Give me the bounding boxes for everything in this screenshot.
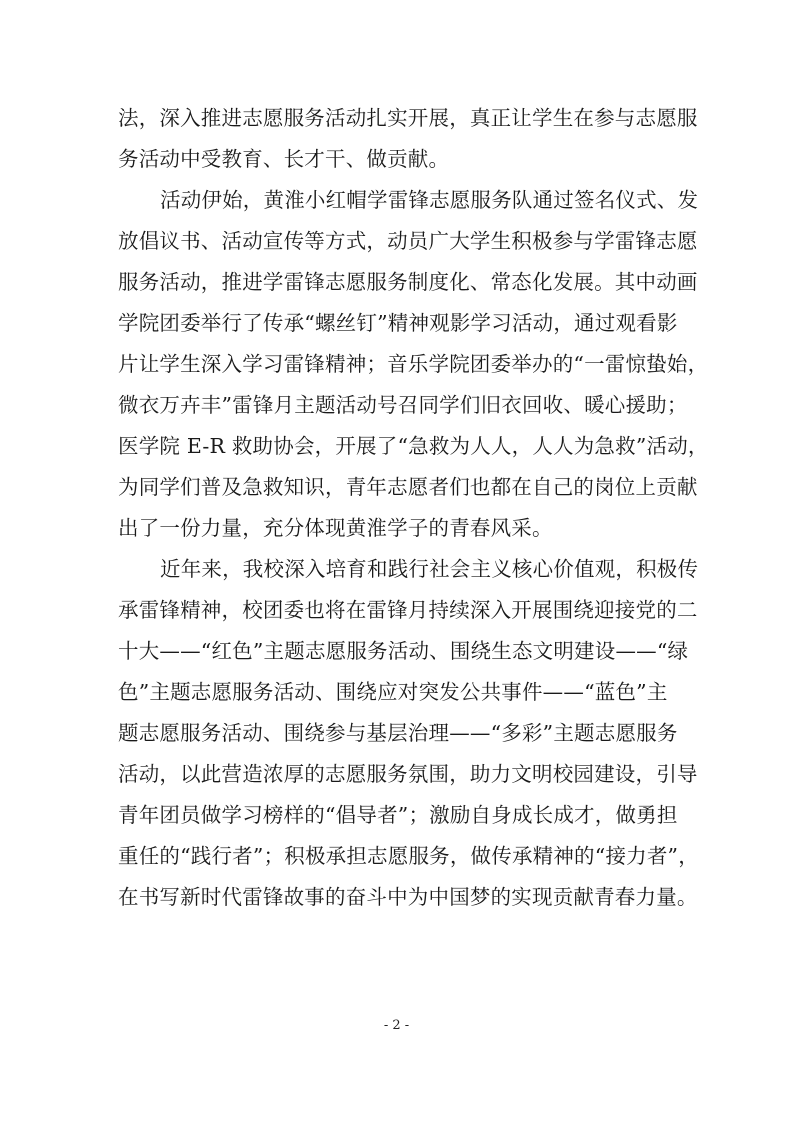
- paragraph-1: [118, 98, 698, 180]
- text-line: 青年团员做学习榜样的“倡导者”；激励自身成长成才，做勇担: [118, 803, 678, 827]
- text-line: 活动，以此营造浓厚的志愿服务氛围，助力文明校园建设，引导: [118, 762, 698, 786]
- text-line: 重任的“践行者”；积极承担志愿服务，做传承精神的“接力者”，: [118, 844, 699, 868]
- text-line: 出了一份力量，充分体现黄淮学子的青春风采。: [118, 516, 553, 540]
- text-line: 承雷锋精神，校团委也将在雷锋月持续深入开展围绕迎接党的二: [118, 598, 698, 622]
- text-line: 微衣万卉丰”雷锋月主题活动号召同学们旧衣回收、暖心援助；: [118, 393, 688, 417]
- text-line: 放倡议书、活动宣传等方式，动员广大学生积极参与学雷锋志愿: [118, 229, 698, 253]
- text-line: 务活动中受教育、长才干、做贡献。: [118, 147, 450, 171]
- text-line: 近年来，我校深入培育和践行社会主义核心价值观，积极传: [160, 557, 699, 581]
- text-line: 在书写新时代雷锋故事的奋斗中为中国梦的实现贡献青春力量。: [118, 885, 698, 909]
- text-line: 学院团委举行了传承“螺丝钉”精神观影学习活动，通过观看影: [118, 311, 678, 335]
- page-number: - 2 -: [383, 1018, 410, 1033]
- text-line: 法，深入推进志愿服务活动扎实开展，真正让学生在参与志愿服: [118, 106, 698, 130]
- paragraph-3: [118, 549, 699, 918]
- text-line: 十大——“红色”主题志愿服务活动、围绕生态文明建设——“绿: [118, 639, 689, 663]
- text-line: 为同学们普及急救知识，青年志愿者们也都在自己的岗位上贡献: [118, 475, 698, 499]
- text-line: 医学院 E-R 救助协会，开展了“急救为人人，人人为急救”活动，: [118, 434, 709, 458]
- paragraph-2: [118, 180, 709, 549]
- text-line: 色”主题志愿服务活动、围绕应对突发公共事件——“蓝色”主: [118, 680, 668, 704]
- body-text: [118, 98, 709, 918]
- text-line: 片让学生深入学习雷锋精神；音乐学院团委举办的“一雷惊蛰始，: [118, 352, 709, 376]
- text-line: 题志愿服务活动、围绕参与基层治理——“多彩”主题志愿服务: [118, 721, 678, 745]
- text-line: 服务活动，推进学雷锋志愿服务制度化、常态化发展。其中动画: [118, 270, 698, 294]
- text-line: 活动伊始，黄淮小红帽学雷锋志愿服务队通过签名仪式、发: [160, 188, 699, 212]
